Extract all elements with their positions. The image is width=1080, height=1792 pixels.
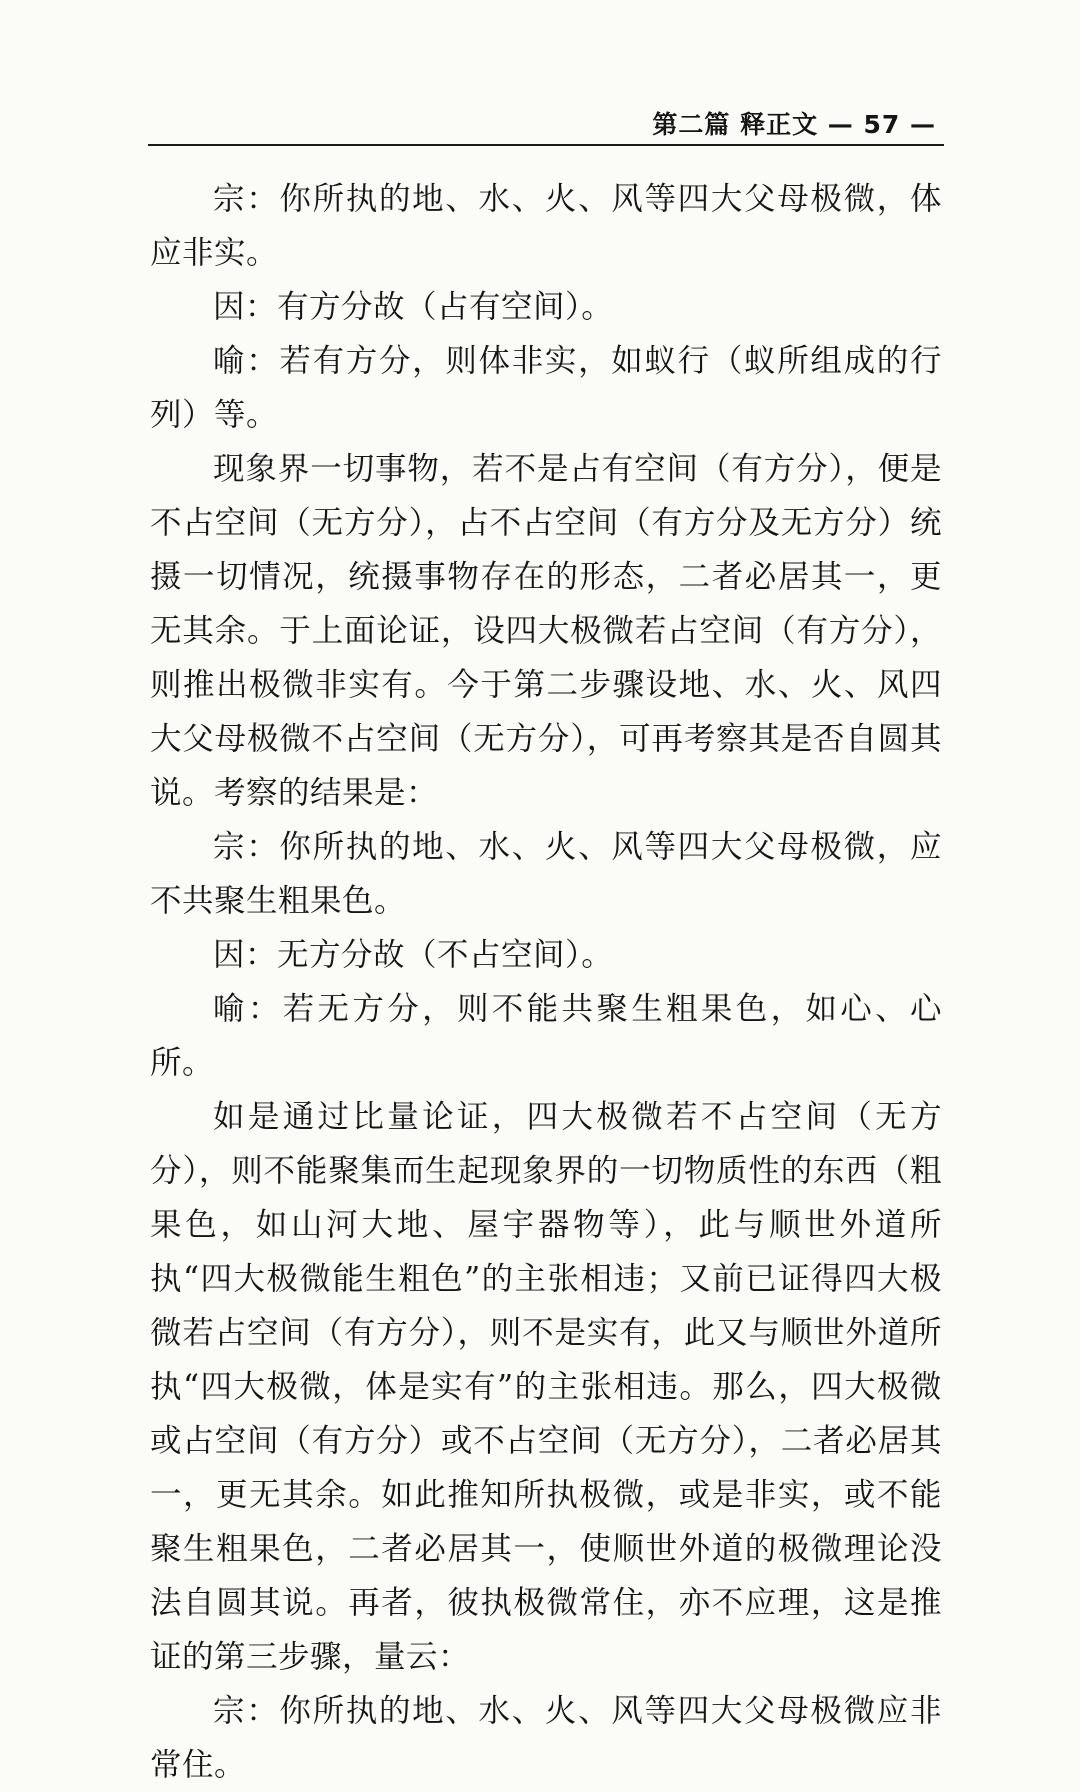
running-header — [148, 108, 944, 146]
header-chapter-page: 第二篇 释正文 — 57 — — [652, 110, 936, 139]
paragraph-explanation-2: 如是通过比量论证，四大极微若不占空间（无方分），则不能聚集而生起现象界的一切物质性的东西（粗果色，如山河大地、屋宇器物等），此与顺世外道所执“四大极微能生粗色”的主张相违；又前已证得四大极微若占空间（有方分），则不是实有，此又与顺世外道所执“四大极微，体是实有”的主张相违。那么，四大极微或占空间（有方分）或不占空间（无方分），二者必居其一，更无其余。如此推知所执极微，或是非实，或不能聚生粗果色，二者必居其一，使顺世外道的极微理论没法自圆其说。再者，彼执极微常住，亦不应理，这是推证的第三步骤，量云： — [150, 1099, 942, 1675]
body-text — [150, 172, 942, 1792]
paragraph-example-1: 喻：若有方分，则体非实，如蚁行（蚁所组成的行列）等。 — [150, 343, 942, 433]
paragraph-example-2: 喻：若无方分，则不能共聚生粗果色，如心、心所。 — [150, 991, 942, 1081]
paragraph-explanation-1: 现象界一切事物，若不是占有空间（有方分），便是不占空间（无方分），占不占空间（有方分及无方分）统摄一切情况，统摄事物存在的形态，二者必居其一，更无其余。于上面论证，设四大极微若占空间（有方分），则推出极微非实有。今于第二步骤设地、水、火、风四大父母极微不占空间（无方分），可再考察其是否自圆其说。考察的结果是： — [150, 451, 942, 811]
paragraph-reason-2: 因：无方分故（不占空间）。 — [213, 937, 614, 973]
paragraph-thesis-1: 宗：你所执的地、水、火、风等四大父母极微，体应非实。 — [150, 181, 942, 271]
paragraph-thesis-3: 宗：你所执的地、水、火、风等四大父母极微应非常住。 — [150, 1693, 942, 1783]
paragraph-thesis-2: 宗：你所执的地、水、火、风等四大父母极微，应不共聚生粗果色。 — [150, 829, 942, 919]
paragraph-reason-1: 因：有方分故（占有空间）。 — [213, 289, 614, 325]
